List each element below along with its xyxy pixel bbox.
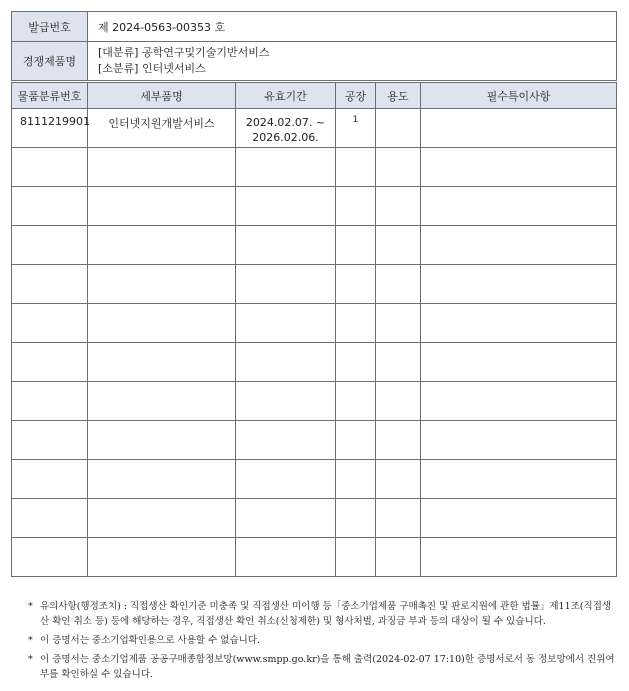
- empty-cell: [88, 421, 236, 460]
- empty-cell: [12, 304, 88, 343]
- table-row: [12, 304, 617, 343]
- note-bullet: *: [28, 654, 33, 665]
- table-row: [12, 148, 617, 187]
- empty-cell: [336, 187, 376, 226]
- table-row: [12, 226, 617, 265]
- empty-cell: [88, 382, 236, 421]
- empty-cell: [336, 148, 376, 187]
- cell-factory: 1: [336, 109, 376, 148]
- empty-cell: [88, 538, 236, 577]
- empty-cell: [12, 187, 88, 226]
- product-category: [88, 42, 617, 81]
- empty-cell: [376, 421, 421, 460]
- empty-cell: [421, 538, 617, 577]
- empty-cell: [236, 226, 336, 265]
- empty-cell: [336, 304, 376, 343]
- empty-cell: [421, 382, 617, 421]
- empty-cell: [12, 460, 88, 499]
- empty-cell: [12, 343, 88, 382]
- cell-notes: [421, 109, 617, 148]
- table-row: [12, 538, 617, 577]
- table-row: [12, 460, 617, 499]
- notes-section: [28, 599, 620, 686]
- empty-cell: [236, 265, 336, 304]
- empty-cell: [376, 226, 421, 265]
- empty-cell: [336, 382, 376, 421]
- col-header-name: 세부품명: [88, 83, 236, 109]
- col-header-code: 물품분류번호: [12, 83, 88, 109]
- empty-cell: [376, 382, 421, 421]
- product-table: [11, 82, 617, 577]
- table-row: [12, 343, 617, 382]
- issue-number-value: 제 2024-0563-00353 호: [88, 12, 617, 42]
- table-row: [12, 187, 617, 226]
- empty-cell: [336, 538, 376, 577]
- empty-cell: [421, 187, 617, 226]
- empty-cell: [421, 421, 617, 460]
- empty-cell: [421, 343, 617, 382]
- cell-name: 인터넷지원개발서비스: [88, 109, 236, 148]
- note-text: 이 증명서는 중소기업제품 공공구매종합정보망(www.smpp.go.kr)을 통해 출력(2024-02-07 17:10)한 증명서로서 동 정보망에서 진위여부를 확인하실 수 있습니다.: [40, 654, 615, 680]
- note-item: [28, 599, 620, 629]
- col-header-period: 유효기간: [236, 83, 336, 109]
- empty-cell: [376, 538, 421, 577]
- note-text: 유의사항(행정조치) : 직접생산 확인기준 미충족 및 직접생산 미이행 등「중소기업제품 구매촉진 및 판로지원에 관한 법률」제11조(직접생산 확인 취소 등) 등에 해당하는 경우, 직접생산 확인 취소(신청제한) 및 형사처벌, 과징금 부과 등의 대상이 될 수 있습니다.: [40, 601, 612, 627]
- empty-cell: [376, 304, 421, 343]
- empty-cell: [12, 538, 88, 577]
- note-bullet: *: [28, 601, 33, 612]
- empty-cell: [12, 382, 88, 421]
- empty-cell: [336, 421, 376, 460]
- note-text: 이 증명서는 중소기업확인용으로 사용할 수 없습니다.: [40, 635, 261, 646]
- table-row: [12, 499, 617, 538]
- empty-cell: [88, 343, 236, 382]
- cell-period: [236, 109, 336, 148]
- empty-cell: [336, 343, 376, 382]
- certificate-info-table: [11, 11, 617, 81]
- empty-cell: [421, 499, 617, 538]
- empty-cell: [336, 499, 376, 538]
- empty-cell: [336, 226, 376, 265]
- product-table-header: [12, 83, 617, 109]
- empty-cell: [88, 187, 236, 226]
- cell-use: [376, 109, 421, 148]
- note-item: [28, 652, 620, 682]
- empty-cell: [236, 538, 336, 577]
- empty-cell: [12, 499, 88, 538]
- empty-cell: [421, 460, 617, 499]
- empty-cell: [88, 226, 236, 265]
- empty-cell: [12, 421, 88, 460]
- note-bullet: *: [28, 635, 33, 646]
- col-header-factory: 공장: [336, 83, 376, 109]
- empty-cell: [376, 460, 421, 499]
- empty-cell: [236, 304, 336, 343]
- empty-cell: [236, 343, 336, 382]
- empty-cell: [376, 343, 421, 382]
- empty-cell: [421, 304, 617, 343]
- empty-cell: [12, 226, 88, 265]
- empty-cell: [236, 499, 336, 538]
- cell-code: 8111219901: [12, 109, 88, 148]
- empty-cell: [236, 382, 336, 421]
- empty-cell: [336, 265, 376, 304]
- empty-cell: [236, 421, 336, 460]
- issue-number-label: 발급번호: [12, 12, 88, 42]
- empty-cell: [376, 187, 421, 226]
- col-header-notes: 필수특이사항: [421, 83, 617, 109]
- table-row: [12, 382, 617, 421]
- table-row: [12, 265, 617, 304]
- empty-cell: [88, 499, 236, 538]
- table-row: [12, 109, 617, 148]
- empty-cell: [421, 265, 617, 304]
- col-header-use: 용도: [376, 83, 421, 109]
- category-major: [대분류] 공학연구및기술기반서비스: [98, 46, 270, 59]
- empty-cell: [12, 148, 88, 187]
- empty-cell: [336, 460, 376, 499]
- table-row: [12, 421, 617, 460]
- empty-cell: [88, 304, 236, 343]
- empty-cell: [236, 148, 336, 187]
- empty-cell: [376, 148, 421, 187]
- empty-cell: [88, 148, 236, 187]
- empty-cell: [421, 148, 617, 187]
- period-end: 2026.02.06.: [252, 131, 319, 144]
- category-minor: [소분류] 인터넷서비스: [98, 62, 206, 75]
- empty-cell: [88, 265, 236, 304]
- empty-cell: [376, 499, 421, 538]
- empty-cell: [88, 460, 236, 499]
- empty-cell: [236, 187, 336, 226]
- empty-cell: [421, 226, 617, 265]
- empty-cell: [236, 460, 336, 499]
- note-item: [28, 633, 620, 648]
- product-name-label: 경쟁제품명: [12, 42, 88, 81]
- empty-cell: [12, 265, 88, 304]
- empty-cell: [376, 265, 421, 304]
- period-start: 2024.02.07. ~: [245, 116, 326, 129]
